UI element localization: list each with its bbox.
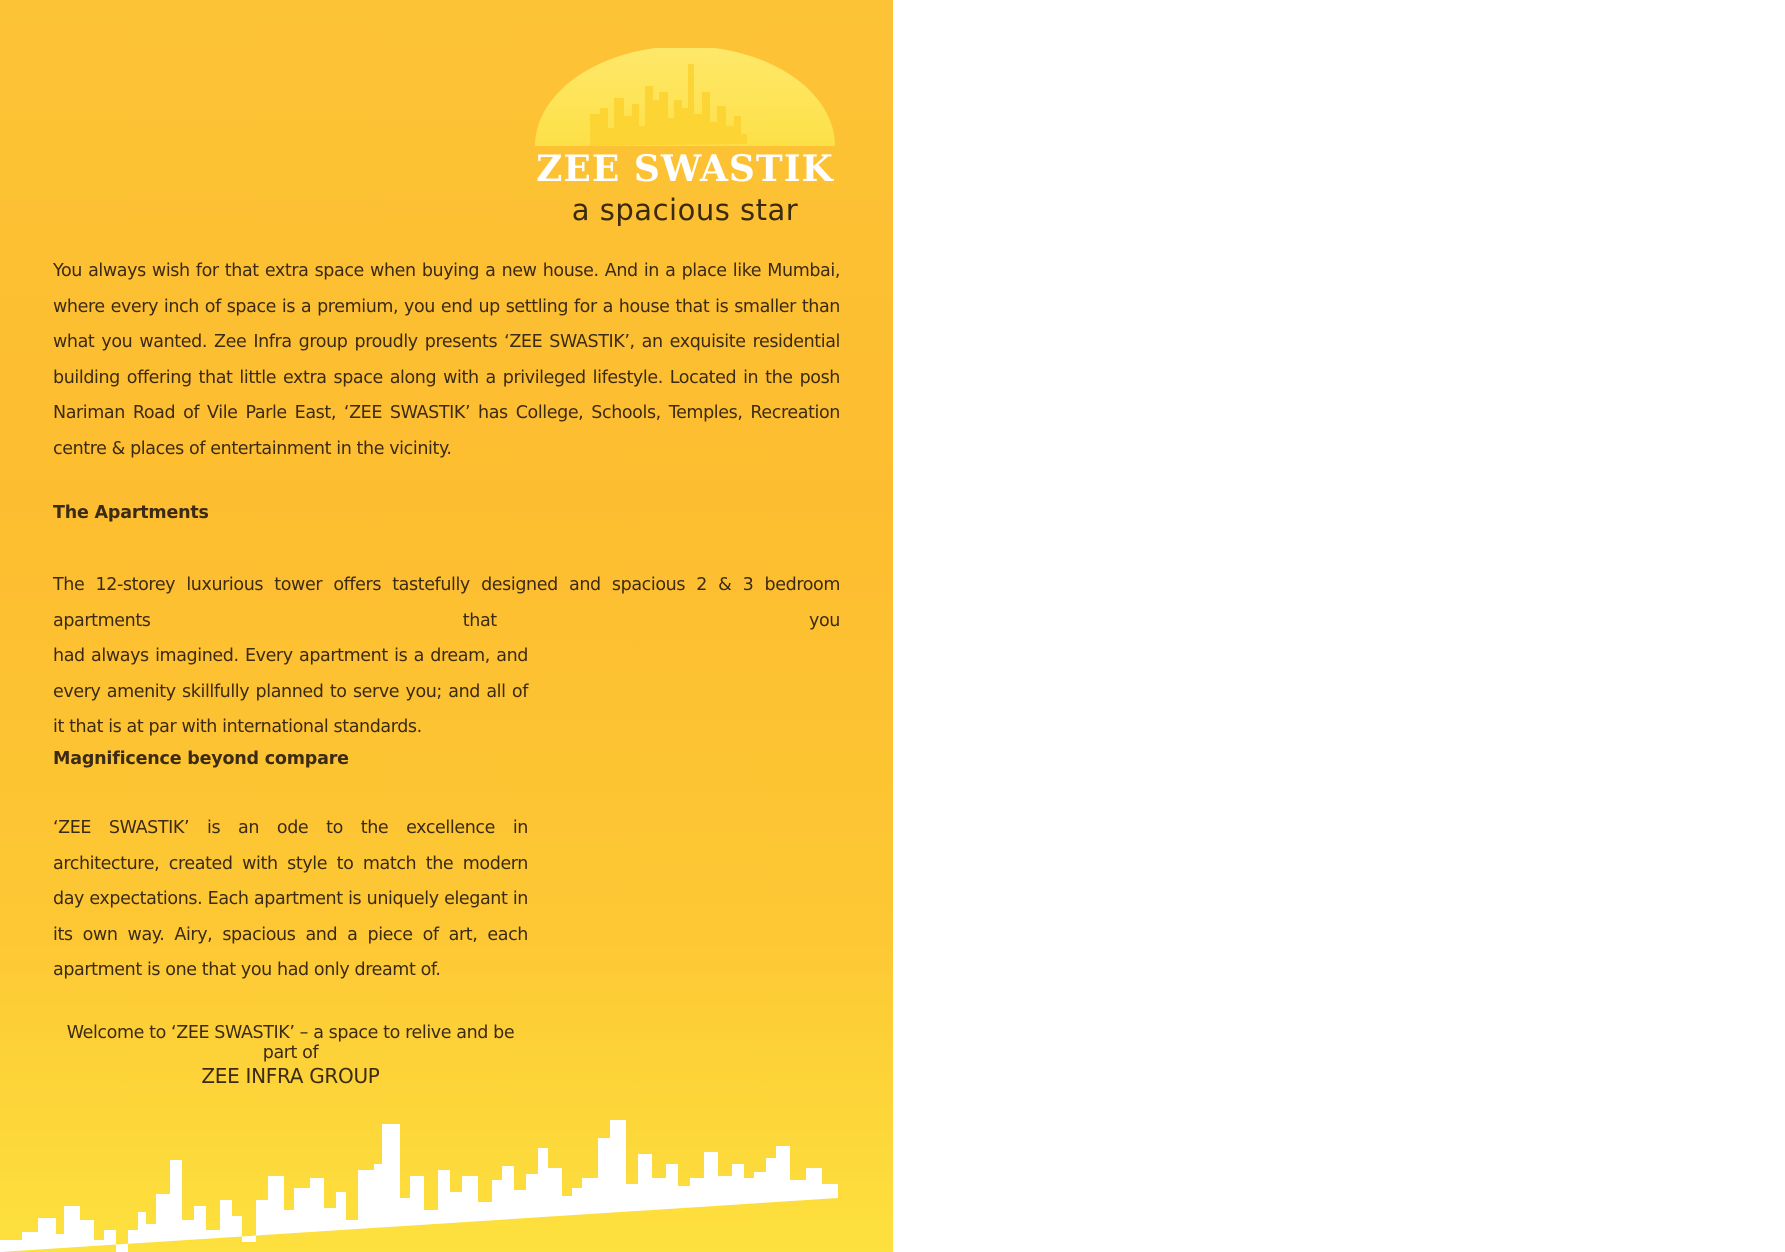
intro-paragraph: You always wish for that extra space when buying a new house. And in a place like Mumbai, where every inch of space is a premium, you end up settling for a house that is smaller than what you wanted. Zee Infra group proudly presents ‘ZEE SWASTIK’, an exquisite residential building offering that little extra space along with a privileged lifestyle. Located in the posh Nariman Road of Vile Parle East, ‘ZEE SWASTIK’ has College, Schools, Temples, Recreation centre & places of entertainment in the vicinity. xyxy=(53,261,840,459)
magnificence-paragraph: ‘ZEE SWASTIK’ is an ode to the excellence in architecture, created with style to match the modern day expectations. Each apartment is uniquely elegant in its own way. Airy, spacious and a piece of art, each apartment is one that you had only dreamt of. xyxy=(53,818,528,980)
apartments-paragraph-rest: had always imagined. Every apartment is a dream, and every amenity skillfully planned to serve you; and all of it that is at par with international standards. xyxy=(53,646,528,737)
magnificence-heading: Magnificence beyond compare xyxy=(53,749,349,769)
sun-skyline-icon xyxy=(530,48,840,148)
city-skyline-icon xyxy=(0,1120,893,1252)
blank-page xyxy=(893,0,1785,1252)
brand-tagline: a spacious star xyxy=(571,193,799,227)
brand-logo xyxy=(530,48,840,238)
apartments-heading: The Apartments xyxy=(53,503,209,523)
welcome-line: Welcome to ‘ZEE SWASTIK’ – a space to relive and be part of xyxy=(66,1023,515,1063)
group-name: ZEE INFRA GROUP xyxy=(201,1064,380,1088)
brand-name: ZEE SWASTIK xyxy=(536,148,834,190)
apartments-paragraph xyxy=(53,568,840,746)
apartments-paragraph-line1: The 12-storey luxurious tower offers tastefully designed and spacious 2 & 3 bedroom apartments that you xyxy=(53,575,840,631)
